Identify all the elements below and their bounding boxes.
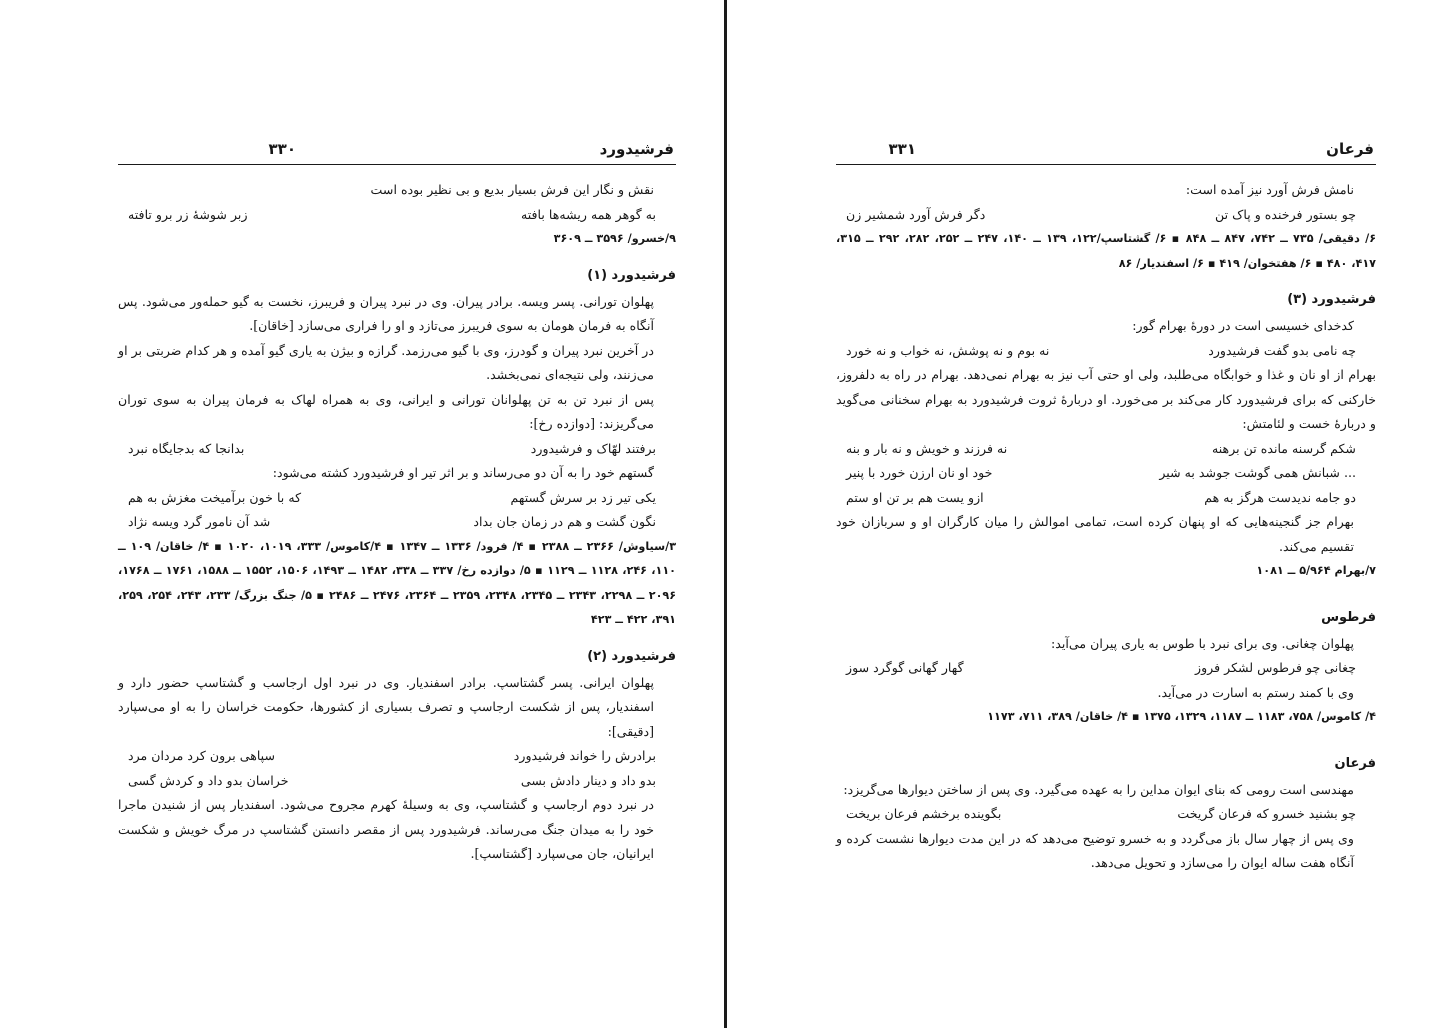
paragraph: پهلوان ایرانی. پسر گشتاسپ. برادر اسفندیار. وی در نبرد اول ارجاسب و گشتاسپ حضور دارد و اسفندیار، پس از شکست ارجاسپ و تصرف بسیاری از کشورها، حکومت خراسان را به او می‌سپارد [دقیقی]: bbox=[118, 674, 654, 739]
verse bbox=[118, 203, 676, 228]
running-header bbox=[118, 140, 676, 165]
verse-hemistich-a: چو بستور فرخنده و پاک تن bbox=[1215, 206, 1356, 222]
right-page bbox=[836, 0, 1376, 1028]
paragraph: در نبرد دوم ارجاسپ و گشتاسپ، وی به وسیلهٔ کهرم مجروح می‌شود. اسفندیار پس از شنیدن ماجرا خود را به میدان جنگ می‌رساند. فرشیدورد پس از مقصر دانستن گشتاسپ در مرگ خویش و شکست ایرانیان، جان می‌سپارد [گشتاسپ]. bbox=[118, 797, 654, 861]
entry-title: فرعان bbox=[1334, 755, 1376, 771]
verse-hemistich-a: ... شبانش همی گوشت جوشد به شیر bbox=[1159, 465, 1356, 480]
reference-line: ۳/سیاوش/ ۲۳۶۶ ــ ۲۳۸۸ ▪ ۴/ فرود/ ۱۳۳۶ ــ ۱۳۴۷ ▪ ۴/کاموس/ ۳۳۳، ۱۰۱۹، ۱۰۲۰ ▪ ۴/ خاقان/ ۱۰۹ ــ ۱۱۰، ۲۴۶، ۱۱۲۸ ــ ۱۱۲۹ ▪ ۵/ دوازده رخ/ ۳۳۷ ــ ۳۳۸، ۱۴۸۲ ــ ۱۴۹۳، ۱۵۰۶، ۱۵۵۲ ــ ۱۵۸۸، ۱۷۶۱ ــ ۱۷۶۸، ۲۰۹۶ ــ ۲۲۹۸، ۲۳۴۳ ــ ۲۳۴۵، ۲۳۴۸، ۲۳۵۹ ــ ۲۳۶۴، ۲۴۷۶ ــ ۲۴۸۶ ▪ ۵/ جنگ بزرگ/ ۲۳۳، ۲۴۳، ۲۵۴، ۲۵۹، ۳۹۱، ۴۲۲ ــ ۴۲۳ bbox=[118, 539, 677, 626]
verse-hemistich-a: چغانی چو فرطوس لشکر فروز bbox=[1195, 660, 1356, 675]
page-number: ۳۳۰ bbox=[268, 140, 296, 158]
intro-line: نقش و نگار این فرش بسیار بدیع و بی نظیر بوده است bbox=[370, 182, 654, 197]
reference-line: ۴/ کاموس/ ۷۵۸، ۱۱۸۳ ــ ۱۱۸۷، ۱۳۲۹، ۱۳۷۵ ▪ ۴/ خاقان/ ۳۸۹، ۷۱۱، ۱۱۷۳ bbox=[987, 710, 1376, 723]
verse-hemistich-b: نه فرزند و خویش و نه بار و بنه bbox=[846, 440, 1008, 456]
verse bbox=[836, 656, 1376, 681]
book-gutter bbox=[724, 0, 727, 1028]
verse-hemistich-b: سپاهی برون کرد مردان مرد bbox=[128, 748, 276, 763]
verse-hemistich-b: نه بوم و نه پوشش، نه خواب و نه خورد bbox=[846, 342, 1050, 358]
verse bbox=[836, 437, 1376, 462]
verse bbox=[836, 461, 1376, 486]
verse-hemistich-b: که با خون برآمیخت مغزش به هم bbox=[128, 489, 302, 505]
verse-hemistich-b: خود او نان ارزن خورد با پنیر bbox=[846, 465, 993, 480]
reference-line: ۶/ دقیقی/ ۷۳۵ ــ ۷۴۲، ۸۴۷ ــ ۸۴۸ ▪ ۶/ گشتاسپ/۱۲۲، ۱۳۹ ــ ۱۴۰، ۲۴۷ ــ ۲۵۲، ۲۸۲، ۲۹۲ ــ ۳۱۵، ۴۱۷، ۴۸۰ ▪ ۶/ هفتخوان/ ۴۱۹ ▪ ۶/ اسفندیار/ ۸۶ bbox=[836, 232, 1377, 270]
paragraph: پهلوان تورانی. پسر ویسه. برادر پیران. وی در نبرد پیران و فریبرز، نخست به گیو حمله‌ور می‌شود. پس آنگاه به فرمان هومان به سوی فریبرز می‌تازد و او را فراری می‌سازد [خاقان]. bbox=[118, 293, 654, 333]
paragraph: گستهم خود را به آن دو می‌رساند و بر اثر تیر او فرشیدورد کشته می‌شود: bbox=[272, 465, 654, 480]
verse bbox=[118, 769, 676, 794]
verse-hemistich-a: دو جامه ندیدست هرگز به هم bbox=[1204, 489, 1356, 505]
paragraph: مهندسی است رومی که بنای ایوان مداین را به عهده می‌گیرد. وی پس از ساختن دیوارها می‌گریزد: bbox=[843, 781, 1354, 797]
verse bbox=[836, 802, 1376, 827]
entry-title: فرشیدورد (۱) bbox=[587, 267, 676, 283]
verse-hemistich-b: زبر شوشهٔ زر برو تافته bbox=[128, 206, 248, 222]
header-title: فرشیدورد bbox=[599, 140, 674, 158]
paragraph: بهرام از او نان و غذا و خوابگاه می‌طلبد، ولی او حتی آب نیز به بهرام نمی‌دهد. بهرام در راه به دلفروز، خارکنی که برای فرشیدورد کار می‌کند بر می‌خورد. او دربارهٔ ثروت فرشیدورد به بهرام سخنانی می‌گوید و دربارهٔ خست و لئامتش: bbox=[836, 367, 1376, 431]
header-title: فرعان bbox=[1326, 140, 1374, 158]
entry-title: فرشیدورد (۲) bbox=[587, 648, 676, 664]
verse-hemistich-b: خراسان بدو داد و کردش گسی bbox=[128, 772, 289, 788]
verse bbox=[118, 744, 676, 769]
verse-hemistich-a: چه نامی بدو گفت فرشیدورد bbox=[1208, 342, 1356, 358]
verse-hemistich-b: بدانجا که بدجایگاه نبرد bbox=[128, 440, 245, 456]
verse-hemistich-a: نگون گشت و هم در زمان جان بداد bbox=[473, 514, 656, 529]
entry-spacer bbox=[836, 730, 1376, 740]
verse-hemistich-a: بدو داد و دینار دادش بسی bbox=[520, 772, 656, 788]
reference-line: ۹/خسرو/ ۳۵۹۶ ــ ۳۶۰۹ bbox=[553, 232, 676, 245]
page-body bbox=[118, 178, 676, 867]
verse bbox=[836, 339, 1376, 364]
verse-hemistich-a: به گوهر همه ریشه‌ها بافته bbox=[520, 206, 656, 222]
left-page bbox=[118, 0, 676, 1028]
entry-title: فرطوس bbox=[1321, 609, 1376, 625]
paragraph: در آخرین نبرد پیران و گودرز، وی با گیو می‌رزمد. گرازه و بیژن به یاری گیو آمده و هر کدام ضربتی بر او می‌زنند، ولی نتیجه‌ای نمی‌بخشد. bbox=[118, 342, 654, 382]
verse bbox=[118, 486, 676, 511]
running-header bbox=[836, 140, 1376, 165]
verse bbox=[118, 510, 676, 535]
paragraph: بهرام جز گنجینه‌هایی که او پنهان کرده است، تمامی اموالش را میان کارگران او و سربازان خود تقسیم می‌کند. bbox=[836, 514, 1354, 554]
verse-hemistich-a: شکم گرسنه مانده تن برهنه bbox=[1212, 440, 1356, 456]
entry-spacer bbox=[836, 584, 1376, 594]
verse bbox=[836, 486, 1376, 511]
reference-line: ۷/بهرام ۵/۹۶۴ ــ ۱۰۸۱ bbox=[1256, 564, 1376, 577]
verse-hemistich-b: ازو یست هم بر تن او ستم bbox=[846, 489, 984, 505]
verse-hemistich-b: دگر فرش آورد شمشیر زن bbox=[846, 206, 986, 222]
verse-hemistich-b: بگوینده برخشم فرعان بریخت bbox=[846, 806, 1002, 821]
verse-hemistich-a: برادرش را خواند فرشیدورد bbox=[513, 748, 656, 763]
page-body bbox=[836, 178, 1376, 876]
paragraph: پهلوان چغانی. وی برای نبرد با طوس به یاری پیران می‌آید: bbox=[1051, 635, 1354, 651]
entry-title: فرشیدورد (۳) bbox=[1287, 292, 1376, 307]
paragraph: پس از نبرد تن به تن پهلوانان تورانی و ایرانی، وی به همراه لهاک به فرمان پیران به سوی توران می‌گریزند: [دوازده رخ]: bbox=[118, 391, 654, 431]
verse-hemistich-a: برفتند لهّاک و فرشیدورد bbox=[530, 440, 656, 456]
paragraph: وی پس از چهار سال باز می‌گردد و به خسرو توضیح می‌دهد که در این مدت دیوارها نشست کرده و آنگاه هفت ساله ایوان را می‌سازد و تحویل می‌دهد. bbox=[836, 830, 1354, 870]
paragraph: وی با کمند رستم به اسارت در می‌آید. bbox=[1157, 684, 1354, 700]
verse bbox=[118, 437, 676, 462]
verse-hemistich-a: یکی تیر زد بر سرش گستهم bbox=[510, 489, 656, 505]
paragraph: کدخدای خسیسی است در دورهٔ بهرام گور: bbox=[1132, 318, 1354, 333]
verse-hemistich-a: چو بشنید خسرو که فرعان گریخت bbox=[1177, 806, 1356, 821]
intro-line: نامش فرش آورد نیز آمده است: bbox=[1185, 182, 1354, 197]
page-number: ۳۳۱ bbox=[888, 140, 916, 158]
verse bbox=[836, 203, 1376, 228]
verse-hemistich-b: گهار گهانی گوگرد سوز bbox=[846, 660, 964, 675]
verse-hemistich-b: شد آن نامور گرد ویسه نژاد bbox=[128, 514, 271, 529]
